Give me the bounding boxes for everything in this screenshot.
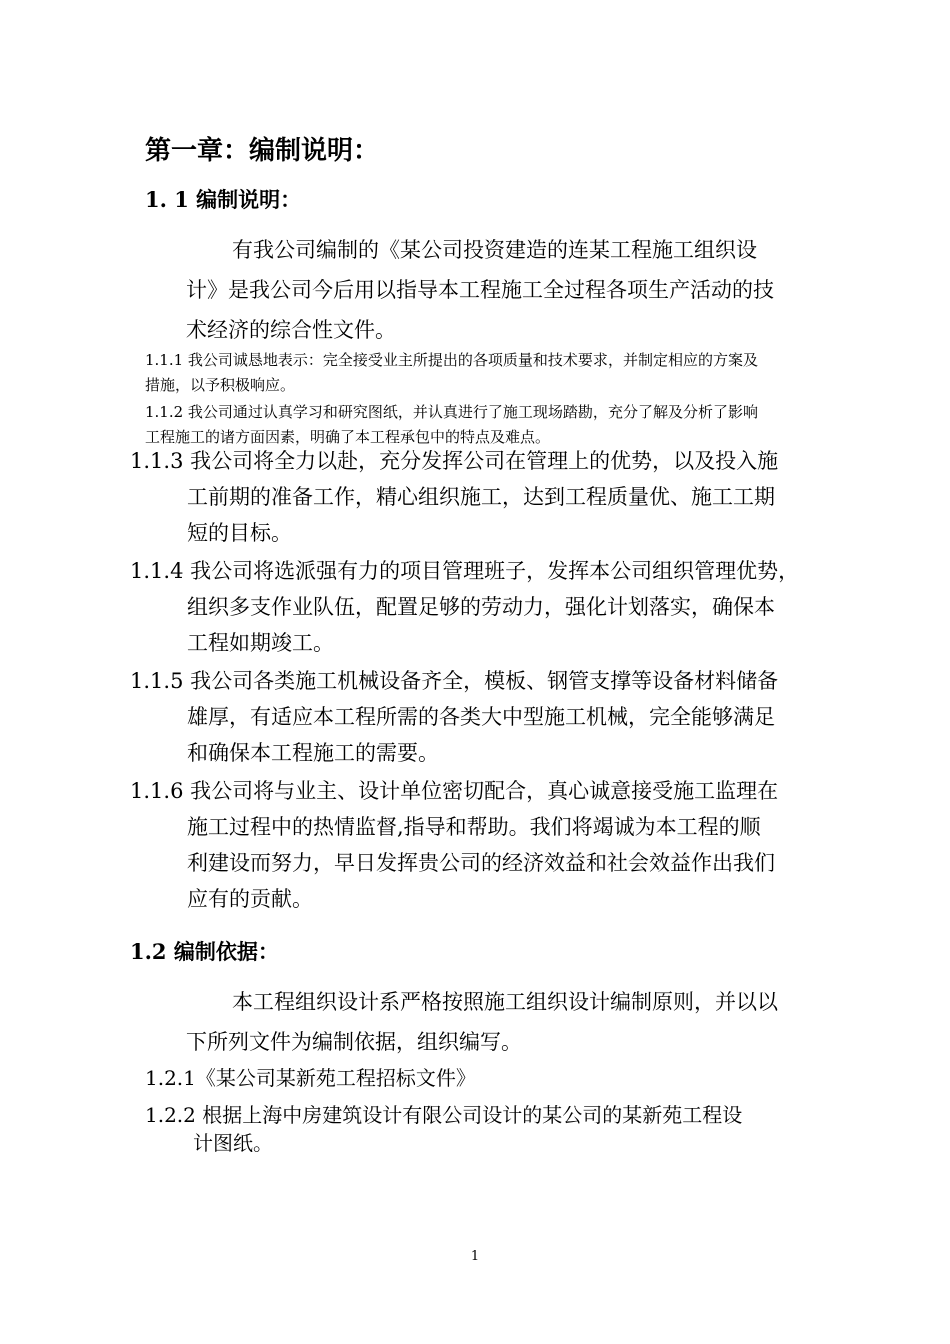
text-line: 计图纸。 xyxy=(193,1131,273,1155)
text-line: 利建设而努力，早日发挥贵公司的经济效益和社会效益作出我们 xyxy=(187,851,775,875)
text-line: 1.1.2 我公司通过认真学习和研究图纸，并认真进行了施工现场踏勘，充分了解及分析了影响 xyxy=(145,403,758,421)
text-line: 应有的贡献。 xyxy=(187,887,313,911)
text-line: 1.2.2 根据上海中房建筑设计有限公司设计的某公司的某新苑工程设 xyxy=(145,1103,743,1127)
section-1-2-intro xyxy=(186,982,778,1062)
text-line: 1.1.4 我公司将选派强有力的项目管理班子，发挥本公司组织管理优势， xyxy=(130,559,800,583)
text-line: 下所列文件为编制依据，组织编写。 xyxy=(186,1030,522,1054)
text-line: 计》是我公司今后用以指导本工程施工全过程各项生产活动的技 xyxy=(186,278,774,302)
text-line: 1.1.1 我公司诚恳地表示：完全接受业主所提出的各项质量和技术要求，并制定相应的方案及 xyxy=(145,351,758,369)
text-line: 工前期的准备工作，精心组织施工，达到工程质量优、施工工期 xyxy=(187,485,775,509)
text-line: 雄厚，有适应本工程所需的各类大中型施工机械，完全能够满足 xyxy=(187,705,775,729)
item-1-2-2 xyxy=(145,1101,742,1157)
text-line: 1.1.3 我公司将全力以赴，充分发挥公司在管理上的优势，以及投入施 xyxy=(130,449,779,473)
item-1-2-1 xyxy=(145,1064,476,1092)
section-heading-1-1: 1. 1 编制说明： xyxy=(145,187,302,212)
text-line: 本工程组织设计系严格按照施工组织设计编制原则，并以以 xyxy=(232,990,778,1014)
item-1-1-3 xyxy=(130,443,778,551)
section-1-1-intro xyxy=(186,230,774,350)
item-1-1-6 xyxy=(130,773,778,917)
text-line: 和确保本工程施工的需要。 xyxy=(187,741,439,765)
item-1-1-4 xyxy=(130,553,799,661)
text-line: 措施，以予积极响应。 xyxy=(145,376,296,394)
text-line: 工程如期竣工。 xyxy=(187,631,334,655)
item-1-1-1 xyxy=(145,348,758,398)
chapter-title: 第一章：编制说明： xyxy=(145,136,380,166)
text-line: 1.1.6 我公司将与业主、设计单位密切配合，真心诚意接受施工监理在 xyxy=(130,779,779,803)
text-line: 组织多支作业队伍，配置足够的劳动力，强化计划落实，确保本 xyxy=(187,595,775,619)
text-line: 术经济的综合性文件。 xyxy=(186,318,396,342)
text-line: 有我公司编制的《某公司投资建造的连某工程施工组织设 xyxy=(232,238,757,262)
text-line: 1.2.1《某公司某新苑工程招标文件》 xyxy=(145,1066,476,1090)
section-heading-1-2: 1.2 编制依据： xyxy=(130,939,279,964)
text-line: 施工过程中的热情监督,指导和帮助。我们将竭诚为本工程的顺 xyxy=(187,815,761,839)
text-line: 工程施工的诸方面因素，明确了本工程承包中的特点及难点。 xyxy=(145,428,551,446)
page-number: 1 xyxy=(470,1249,480,1264)
text-line: 1.1.5 我公司各类施工机械设备齐全，模板、钢管支撑等设备材料储备 xyxy=(130,669,779,693)
text-line: 短的目标。 xyxy=(187,521,292,545)
item-1-1-5 xyxy=(130,663,778,771)
